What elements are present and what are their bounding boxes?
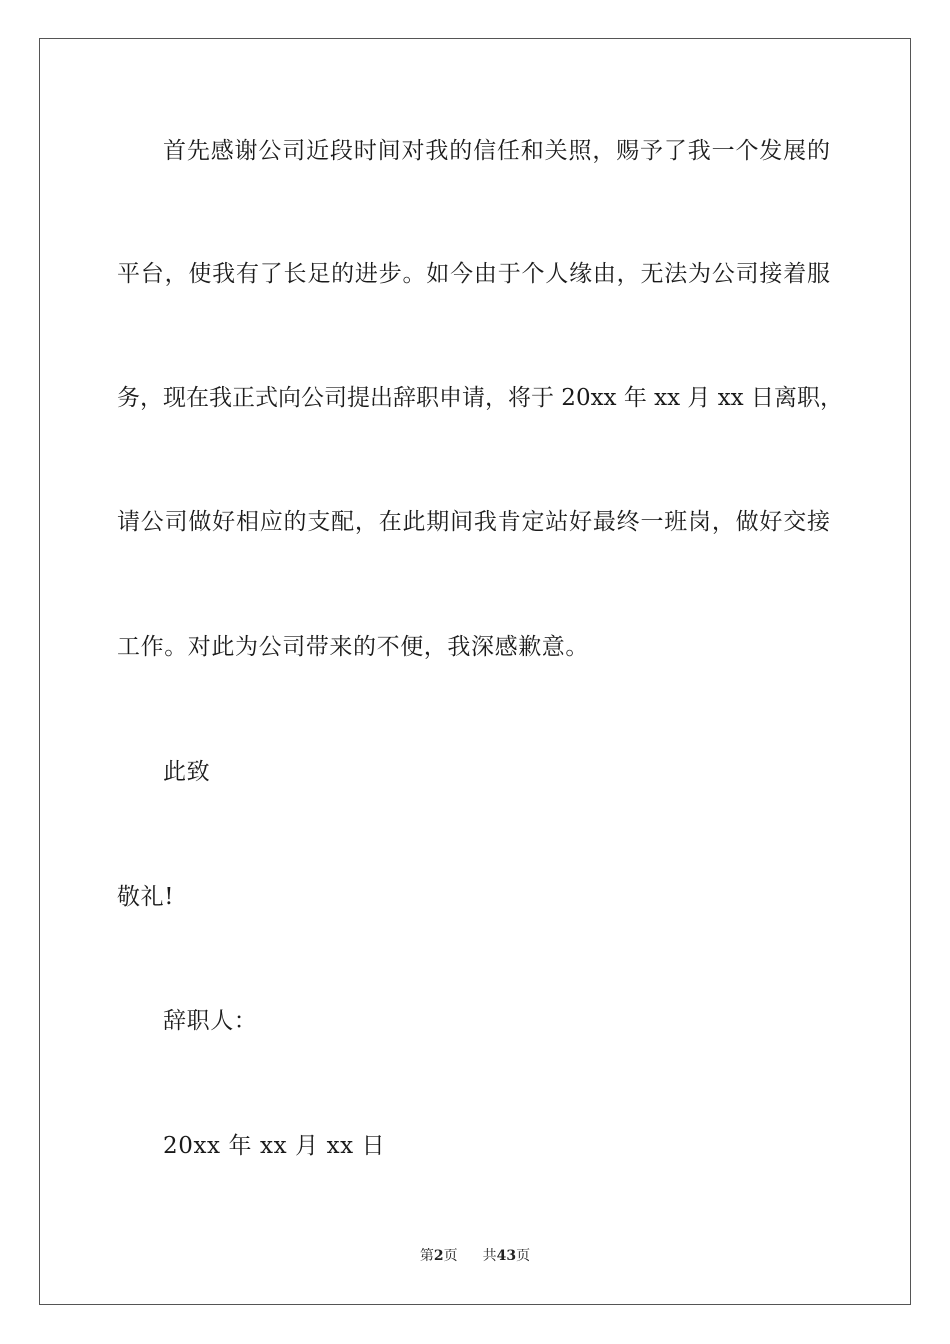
page-number-prefix: 第 <box>419 1248 434 1264</box>
signature-label: 辞职人： <box>163 1008 258 1034</box>
paragraph-line-2: 平台，使我有了长足的进步。如今由于个人缘由，无法为公司接着服 <box>117 261 830 287</box>
page-number-suffix: 页 <box>443 1248 458 1264</box>
paragraph-line-4: 请公司做好相应的支配，在此期间我肯定站好最终一班岗，做好交接 <box>117 509 830 535</box>
page-border <box>39 38 911 1305</box>
page-footer <box>0 1247 950 1265</box>
total-pages-suffix: 页 <box>516 1248 531 1264</box>
paragraph-line-5: 工作。对此为公司带来的不便，我深感歉意。 <box>117 634 589 660</box>
total-pages: 43 <box>496 1248 517 1264</box>
closing-salutation: 此致 <box>163 759 211 785</box>
page-number: 2 <box>433 1248 444 1264</box>
paragraph-line-1: 首先感谢公司近段时间对我的信任和关照，赐予了我一个发展的 <box>163 138 830 164</box>
paragraph-line-3: 务，现在我正式向公司提出辞职申请，将于 20xx 年 xx 月 xx 日离职， <box>117 385 843 411</box>
letter-date: 20xx 年 xx 月 xx 日 <box>163 1133 386 1159</box>
closing-respect: 敬礼! <box>117 884 175 910</box>
total-pages-prefix: 共 <box>482 1248 497 1264</box>
